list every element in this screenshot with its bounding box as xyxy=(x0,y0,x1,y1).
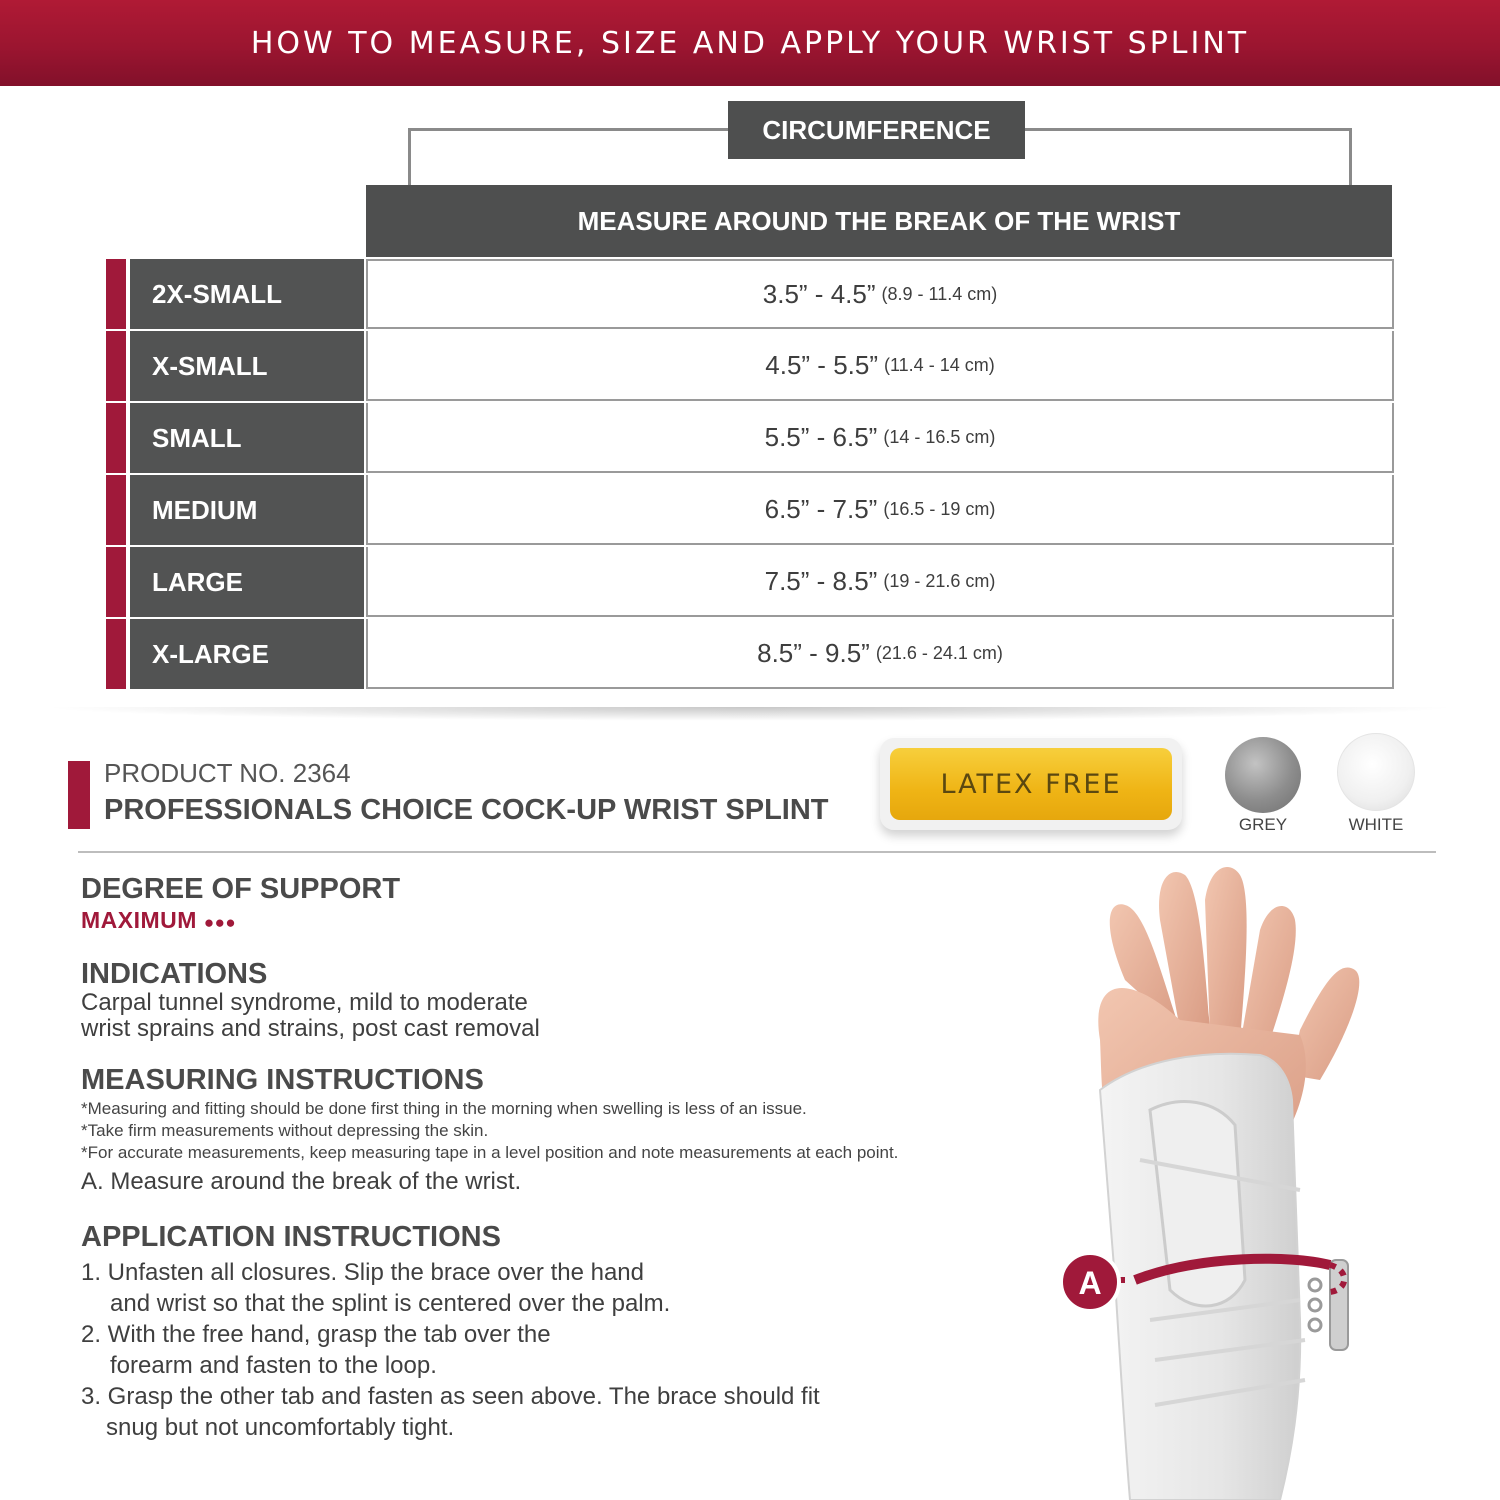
application-step-line: 1. Unfasten all closures. Slip the brace over the hand xyxy=(81,1259,644,1286)
size-measurement xyxy=(366,547,1394,617)
white-swatch-label: WHITE xyxy=(1348,815,1404,834)
size-row xyxy=(0,403,1500,473)
grey-swatch-label: GREY xyxy=(1238,815,1288,834)
support-heading: DEGREE OF SUPPORT xyxy=(81,873,401,905)
application-step-line: 3. Grasp the other tab and fasten as seen above. The brace should fit xyxy=(81,1383,820,1410)
size-inches: 7.5” - 8.5” xyxy=(764,565,878,596)
measuring-heading: MEASURING INSTRUCTIONS xyxy=(81,1064,484,1096)
application-step-line: forearm and fasten to the loop. xyxy=(110,1352,437,1379)
size-label: MEDIUM xyxy=(130,475,364,545)
size-label: 2X-SMALL xyxy=(130,259,364,329)
size-measurement xyxy=(366,475,1394,545)
measuring-note: *For accurate measurements, keep measuring tape in a level position and note measurements at each point. xyxy=(81,1143,899,1162)
size-label: X-LARGE xyxy=(130,619,364,689)
product-name: PROFESSIONALS CHOICE COCK-UP WRIST SPLINT xyxy=(104,794,829,826)
size-cm: (16.5 - 19 cm) xyxy=(883,498,996,519)
size-measurement xyxy=(366,403,1394,473)
application-step-line: 2. With the free hand, grasp the tab over the xyxy=(81,1321,551,1348)
application-step-line: and wrist so that the splint is centered over the palm. xyxy=(110,1290,671,1317)
circumference-label: CIRCUMFERENCE xyxy=(728,101,1025,159)
size-row xyxy=(0,475,1500,545)
marker-a-label: A xyxy=(1078,1265,1102,1301)
size-inches: 6.5” - 7.5” xyxy=(764,493,878,524)
section-shadow-divider xyxy=(40,707,1460,721)
size-row xyxy=(0,619,1500,689)
wrist-splint-illustration xyxy=(1030,860,1500,1500)
page-banner-title: HOW TO MEASURE, SIZE AND APPLY YOUR WRIST SPLINT xyxy=(0,0,1500,86)
size-row-accent xyxy=(106,403,126,473)
size-cm: (21.6 - 24.1 cm) xyxy=(875,642,1003,663)
size-label: X-SMALL xyxy=(130,331,364,401)
size-cm: (11.4 - 14 cm) xyxy=(884,354,995,375)
size-row xyxy=(0,259,1500,329)
product-accent-bar xyxy=(68,761,90,829)
size-cm: (14 - 16.5 cm) xyxy=(883,426,996,447)
size-label: LARGE xyxy=(130,547,364,617)
latex-free-badge xyxy=(880,738,1182,830)
measuring-step-a: A. Measure around the break of the wrist. xyxy=(81,1168,522,1195)
size-measurement xyxy=(366,619,1394,689)
size-label: SMALL xyxy=(130,403,364,473)
indications-line: wrist sprains and strains, post cast removal xyxy=(81,1015,540,1042)
size-measurement xyxy=(366,331,1394,401)
size-row xyxy=(0,547,1500,617)
application-step-line: snug but not uncomfortably tight. xyxy=(106,1414,455,1441)
support-dots: ●●● xyxy=(203,913,237,932)
size-cm: (8.9 - 11.4 cm) xyxy=(881,283,998,304)
size-row-accent xyxy=(106,331,126,401)
size-row-accent xyxy=(106,547,126,617)
size-row-accent xyxy=(106,475,126,545)
measuring-note: *Take firm measurements without depressing the skin. xyxy=(81,1121,489,1140)
size-row-accent xyxy=(106,259,126,329)
latex-free-label: LATEX FREE xyxy=(890,748,1172,820)
support-value xyxy=(81,907,236,934)
indications-heading: INDICATIONS xyxy=(81,958,268,990)
indications-text xyxy=(81,990,540,1042)
white-color-swatch[interactable] xyxy=(1337,733,1415,811)
product-number: PRODUCT NO. 2364 xyxy=(104,758,351,788)
size-cm: (19 - 21.6 cm) xyxy=(883,570,996,591)
support-level: MAXIMUM xyxy=(81,907,197,933)
indications-line: Carpal tunnel syndrome, mild to moderate xyxy=(81,989,528,1016)
size-inches: 4.5” - 5.5” xyxy=(765,349,878,380)
application-heading: APPLICATION INSTRUCTIONS xyxy=(81,1221,501,1253)
product-divider xyxy=(78,851,1436,853)
size-inches: 8.5” - 9.5” xyxy=(757,637,870,668)
measuring-note: *Measuring and fitting should be done first thing in the morning when swelling is less of an issue. xyxy=(81,1099,807,1118)
size-inches: 5.5” - 6.5” xyxy=(764,421,878,452)
size-row-accent xyxy=(106,619,126,689)
size-measurement xyxy=(366,259,1394,329)
size-inches: 3.5” - 4.5” xyxy=(762,278,876,309)
size-row xyxy=(0,331,1500,401)
grey-color-swatch[interactable] xyxy=(1225,737,1301,813)
measure-column-header: MEASURE AROUND THE BREAK OF THE WRIST xyxy=(366,185,1392,257)
